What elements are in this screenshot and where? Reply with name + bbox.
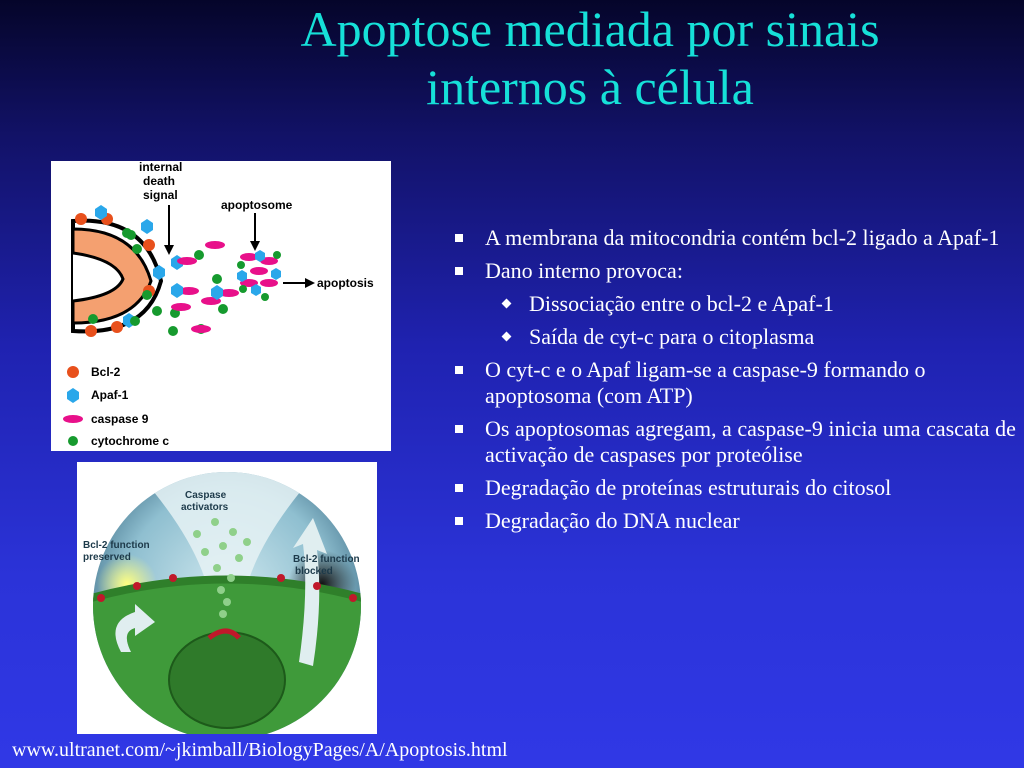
cytc-dot bbox=[142, 290, 152, 300]
red-receptor bbox=[349, 594, 357, 602]
bullet-text: O cyt-c e o Apaf ligam-se a caspase-9 formando o apoptosoma (com ATP) bbox=[485, 357, 926, 408]
caspase9-dot bbox=[177, 257, 197, 265]
apoptosome-diagram-svg bbox=[51, 161, 391, 451]
signal-label-line-3: signal bbox=[143, 188, 178, 202]
legend-cytc-label: cytochrome c bbox=[91, 434, 170, 448]
cytc-dot bbox=[130, 316, 140, 326]
red-receptor bbox=[169, 574, 177, 582]
sub-bullet-item bbox=[455, 291, 1020, 317]
red-receptor bbox=[313, 582, 321, 590]
caspase9-dot bbox=[250, 267, 268, 275]
activator-dot bbox=[229, 528, 237, 536]
activator-dot bbox=[235, 554, 243, 562]
bcl2-dot bbox=[85, 325, 97, 337]
title-line-2: internos à célula bbox=[426, 59, 754, 115]
red-receptor bbox=[277, 574, 285, 582]
apaf1-dot bbox=[141, 219, 153, 234]
bullet-text: Degradação de proteínas estruturais do citosol bbox=[485, 475, 892, 500]
apoptosis-label: apoptosis bbox=[317, 276, 374, 290]
caspase9-dot bbox=[191, 325, 211, 333]
bullet-item bbox=[455, 416, 1020, 468]
activator-dot bbox=[211, 518, 219, 526]
source-url[interactable]: www.ultranet.com/~jkimball/BiologyPages/A/Apoptosis.html bbox=[12, 739, 508, 761]
red-receptor bbox=[133, 582, 141, 590]
caspase9-dot bbox=[205, 241, 225, 249]
bullet-list bbox=[455, 225, 1020, 541]
bcl2-preserved-line-1: Bcl-2 function bbox=[83, 540, 150, 551]
activator-dot bbox=[227, 574, 235, 582]
cytc-dot bbox=[152, 306, 162, 316]
apoptosome-diagram bbox=[51, 161, 391, 451]
caspase9-dot bbox=[260, 279, 278, 287]
bullet-text: Os apoptosomas agregam, a caspase-9 inicia uma cascata de activação de caspases por proteólise bbox=[485, 416, 1016, 467]
activator-dot bbox=[201, 548, 209, 556]
apoptosome-arrow-head bbox=[250, 241, 260, 251]
caspase-activation-figure bbox=[77, 462, 377, 734]
bullet-item bbox=[455, 357, 1020, 409]
activator-dot bbox=[213, 564, 221, 572]
bcl2-dot bbox=[143, 239, 155, 251]
legend-caspase9-swatch bbox=[63, 415, 83, 423]
legend-apaf1-swatch bbox=[67, 388, 79, 403]
cytc-dot bbox=[194, 250, 204, 260]
square-bullet-icon bbox=[455, 366, 463, 374]
bullet-item bbox=[455, 508, 1020, 534]
signal-label-line-2: death bbox=[143, 174, 176, 188]
sub-bullet-text: Dissociação entre o bcl-2 e Apaf-1 bbox=[529, 291, 834, 316]
sub-bullet-text: Saída de cyt-c para o citoplasma bbox=[529, 324, 815, 349]
cytc-dot bbox=[237, 261, 245, 269]
diamond-bullet-icon bbox=[502, 332, 512, 342]
caspase9-dot bbox=[171, 303, 191, 311]
red-receptor bbox=[97, 594, 105, 602]
legend-bcl2-label: Bcl-2 bbox=[91, 365, 121, 379]
activator-dot bbox=[219, 610, 227, 618]
legend-bcl2-swatch bbox=[67, 366, 79, 378]
apaf1-dot bbox=[171, 283, 183, 298]
bullet-text: Dano interno provoca: bbox=[485, 258, 683, 283]
cytc-dot bbox=[88, 314, 98, 324]
bullet-text: A membrana da mitocondria contém bcl-2 ligado a Apaf-1 bbox=[485, 225, 1000, 250]
slide-title bbox=[200, 0, 980, 116]
nucleus bbox=[169, 632, 285, 728]
legend-cytc-swatch bbox=[68, 436, 78, 446]
activator-dot bbox=[193, 530, 201, 538]
cytc-dot bbox=[261, 293, 269, 301]
bullet-item bbox=[455, 475, 1020, 501]
signal-arrow-head bbox=[164, 245, 174, 255]
cytc-dot bbox=[273, 251, 281, 259]
square-bullet-icon bbox=[455, 267, 463, 275]
square-bullet-icon bbox=[455, 517, 463, 525]
activator-dot bbox=[243, 538, 251, 546]
activator-dot bbox=[219, 542, 227, 550]
activator-dot bbox=[217, 586, 225, 594]
cytc-dot bbox=[126, 230, 136, 240]
title-line-1: Apoptose mediada por sinais bbox=[300, 1, 880, 57]
bullet-text: Degradação do DNA nuclear bbox=[485, 508, 740, 533]
bcl2-dot bbox=[75, 213, 87, 225]
cytc-dot bbox=[168, 326, 178, 336]
apaf1-dot bbox=[271, 268, 281, 280]
bcl2-dot bbox=[111, 321, 123, 333]
cytc-dot bbox=[212, 274, 222, 284]
bullet-item bbox=[455, 225, 1020, 251]
bcl2-blocked-line-2: blocked bbox=[295, 566, 333, 577]
caspase-activators-line-1: Caspase bbox=[185, 490, 227, 501]
square-bullet-icon bbox=[455, 484, 463, 492]
apoptosis-arrow-head bbox=[305, 278, 315, 288]
bcl2-preserved-line-2: preserved bbox=[83, 552, 131, 563]
sub-bullet-item bbox=[455, 324, 1020, 350]
bcl2-blocked-line-1: Bcl-2 function bbox=[293, 554, 360, 565]
square-bullet-icon bbox=[455, 234, 463, 242]
caspase-activators-line-2: activators bbox=[181, 502, 229, 513]
diamond-bullet-icon bbox=[502, 299, 512, 309]
caspase-activation-svg bbox=[77, 462, 377, 734]
square-bullet-icon bbox=[455, 425, 463, 433]
bullet-item bbox=[455, 258, 1020, 284]
apoptosome-label: apoptosome bbox=[221, 198, 293, 212]
legend-apaf1-label: Apaf-1 bbox=[91, 388, 129, 402]
signal-label-line-1: internal bbox=[139, 161, 183, 174]
cytc-dot bbox=[132, 244, 142, 254]
cytc-dot bbox=[239, 285, 247, 293]
legend-caspase9-label: caspase 9 bbox=[91, 412, 149, 426]
cytc-dot bbox=[218, 304, 228, 314]
activator-dot bbox=[223, 598, 231, 606]
